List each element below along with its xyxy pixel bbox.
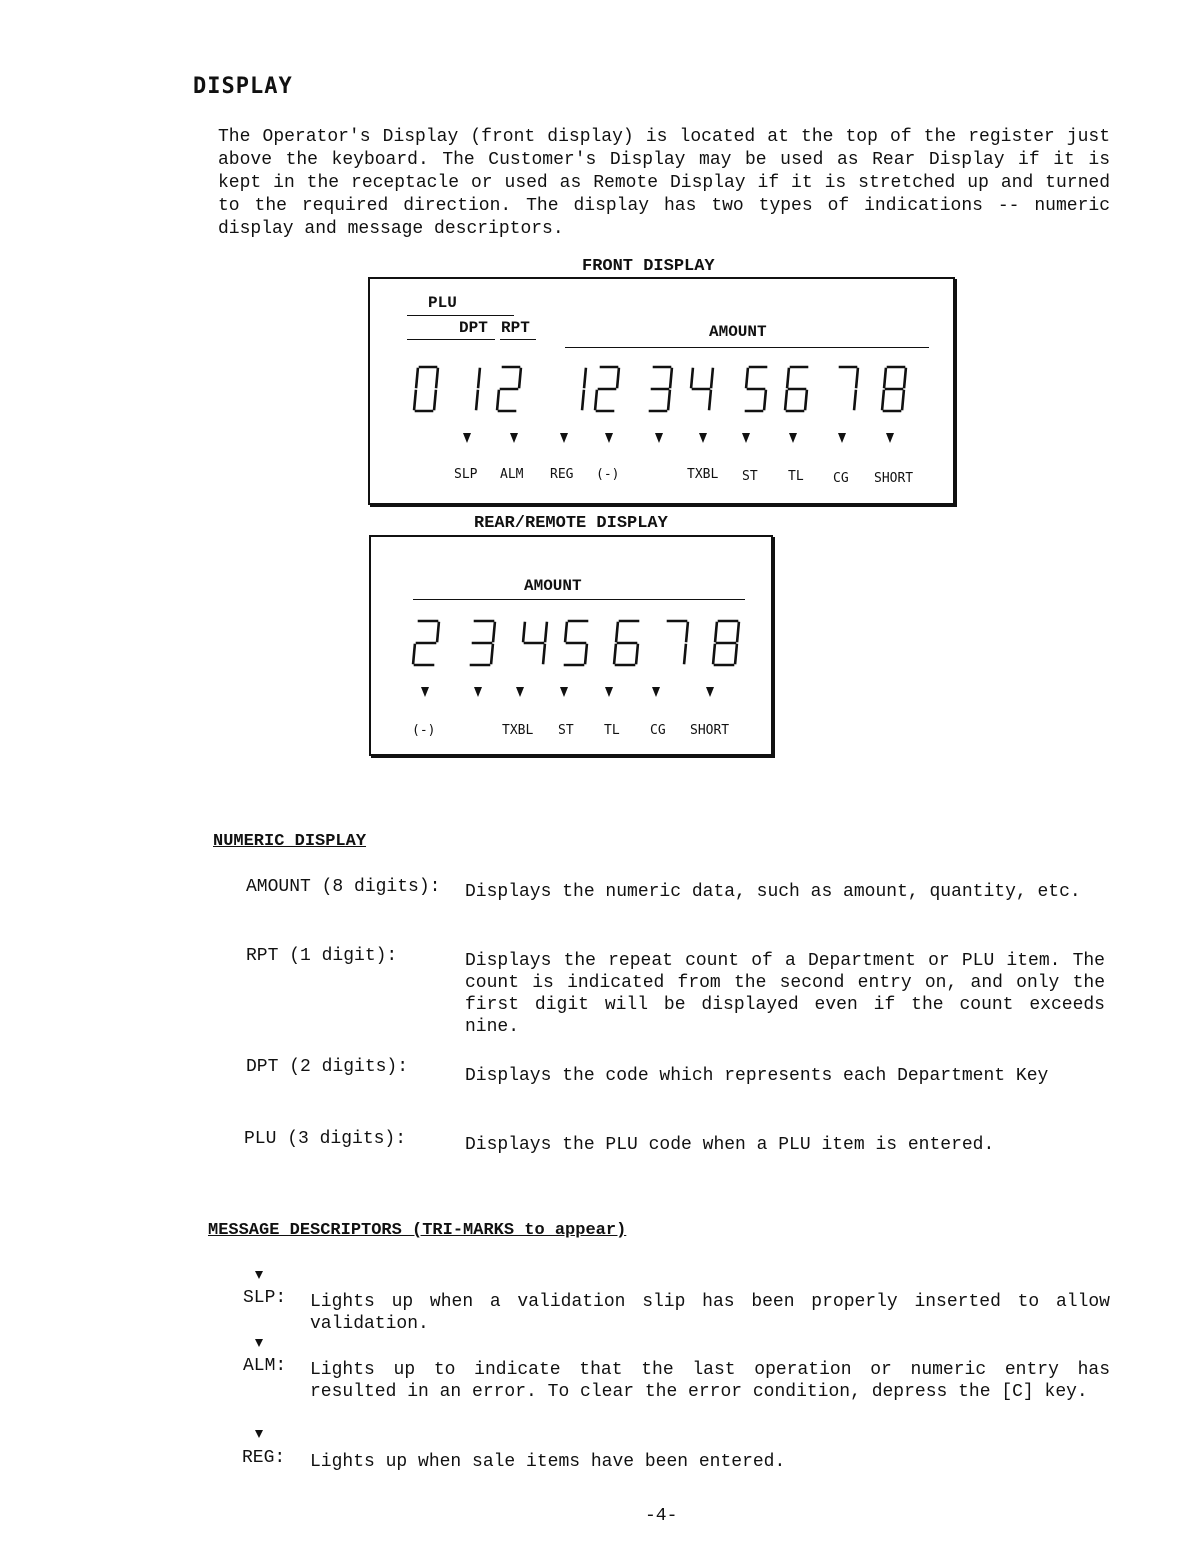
descriptor-term-slp: SLP: — [243, 1288, 287, 1308]
numeric-display-title: NUMERIC DISPLAY — [213, 832, 367, 851]
rpt-label: RPT — [501, 319, 530, 337]
rear-descriptor-st: ST — [558, 723, 574, 738]
rear-tri-mark-icon — [473, 686, 483, 698]
front-descriptor-alm: ALM — [500, 467, 524, 482]
plu-rule — [407, 315, 514, 316]
rear-amount-rule — [413, 599, 745, 600]
rear-tri-mark-icon — [559, 686, 569, 698]
front-digit — [593, 365, 621, 413]
front-digit — [454, 365, 482, 413]
front-digit — [560, 365, 588, 413]
rear-amount-label: AMOUNT — [524, 577, 582, 595]
descriptor-term-reg: REG: — [242, 1448, 286, 1468]
rear-digit — [660, 619, 690, 667]
front-tri-mark-icon — [837, 432, 847, 444]
front-tri-mark-icon — [604, 432, 614, 444]
numeric-def-plu: Displays the PLU code when a PLU item is entered. — [465, 1135, 995, 1155]
front-descriptor-tl: TL — [788, 469, 804, 484]
rear-tri-mark-icon — [705, 686, 715, 698]
descriptor-def-reg: Lights up when sale items have been entered. — [310, 1452, 786, 1472]
front-tri-mark-icon — [462, 432, 472, 444]
rear-descriptor-txbl: TXBL — [502, 723, 534, 738]
front-tri-mark-icon — [788, 432, 798, 444]
page-number: -4- — [645, 1506, 678, 1526]
front-descriptor-st: ST — [742, 469, 758, 484]
rear-descriptor-short: SHORT — [690, 723, 730, 738]
front-descriptor-cg: CG — [833, 471, 849, 486]
front-tri-mark-icon — [741, 432, 751, 444]
rear-tri-mark-icon — [420, 686, 430, 698]
front-digit — [832, 365, 860, 413]
front-tri-mark-icon — [885, 432, 895, 444]
dpt-label: DPT — [459, 319, 488, 337]
rear-tri-mark-icon — [515, 686, 525, 698]
rear-tri-mark-icon — [651, 686, 661, 698]
front-tri-mark-icon — [698, 432, 708, 444]
front-display-panel — [368, 277, 955, 505]
tri-mark-icon — [254, 1429, 264, 1439]
front-digit — [742, 365, 770, 413]
tri-mark-icon — [254, 1338, 264, 1348]
descriptor-def-alm: Lights up to indicate that the last operation or numeric entry has resulted in an error. To clear the error condition, depress the [C] key. — [310, 1360, 1110, 1402]
tri-mark-icon — [254, 1270, 264, 1280]
front-tri-mark-icon — [654, 432, 664, 444]
front-tri-mark-icon — [559, 432, 569, 444]
descriptor-term-alm: ALM: — [243, 1356, 287, 1376]
numeric-def-amount: Displays the numeric data, such as amount, quantity, etc. — [465, 882, 1081, 902]
descriptor-def-slp: Lights up when a validation slip has been properly inserted to allow validation. — [310, 1292, 1110, 1334]
front-tri-mark-icon — [509, 432, 519, 444]
front-descriptor-slp: SLP — [454, 467, 478, 482]
front-descriptor-minus: (-) — [596, 467, 620, 482]
numeric-def-dpt: Displays the code which represents each Department Key — [465, 1066, 1049, 1086]
plu-label: PLU — [428, 294, 457, 312]
front-amount-rule — [565, 347, 929, 348]
rear-display-caption: REAR/REMOTE DISPLAY — [474, 514, 668, 533]
rear-descriptor-cg: CG — [650, 723, 666, 738]
dpt-rule — [407, 339, 495, 340]
rear-digit — [519, 619, 549, 667]
rear-descriptor-tl: TL — [604, 723, 620, 738]
front-digit — [687, 365, 715, 413]
front-descriptor-short: SHORT — [874, 471, 914, 486]
rear-digit — [467, 619, 497, 667]
numeric-term-plu: PLU (3 digits): — [244, 1129, 407, 1149]
rear-digit — [612, 619, 642, 667]
front-digit — [880, 365, 908, 413]
numeric-term-amount: AMOUNT (8 digits): — [246, 877, 441, 897]
front-digit — [412, 365, 440, 413]
intro-paragraph: The Operator's Display (front display) is located at the top of the register just above the keyboard. The Customer's Display may be used as Rear Display if it is kept in the receptacle or used as Remote Display if it is stretched up and turned to the required direction. The display has two types of indications -- numeric display and message descriptors. — [218, 127, 1110, 239]
numeric-term-dpt: DPT (2 digits): — [246, 1057, 409, 1077]
front-digit — [495, 365, 523, 413]
rpt-rule — [500, 339, 536, 340]
section-heading: DISPLAY — [193, 74, 293, 99]
front-digit — [783, 365, 811, 413]
front-display-caption: FRONT DISPLAY — [582, 257, 715, 276]
front-amount-label: AMOUNT — [709, 323, 767, 341]
rear-digit — [561, 619, 591, 667]
rear-digit — [711, 619, 741, 667]
front-descriptor-reg: REG — [550, 467, 574, 482]
rear-display-panel — [369, 535, 773, 756]
front-digit — [646, 365, 674, 413]
rear-digit — [411, 619, 441, 667]
message-descriptors-title: MESSAGE DESCRIPTORS (TRI-MARKS to appear) — [208, 1221, 627, 1240]
numeric-term-rpt: RPT (1 digit): — [246, 946, 398, 966]
rear-descriptor-minus: (-) — [412, 723, 436, 738]
numeric-def-rpt: Displays the repeat count of a Department or PLU item. The count is indicated from the second entry on, and only the first digit will be displayed even if the count exceeds nine. — [465, 951, 1105, 1037]
rear-tri-mark-icon — [604, 686, 614, 698]
front-descriptor-txbl: TXBL — [687, 467, 719, 482]
